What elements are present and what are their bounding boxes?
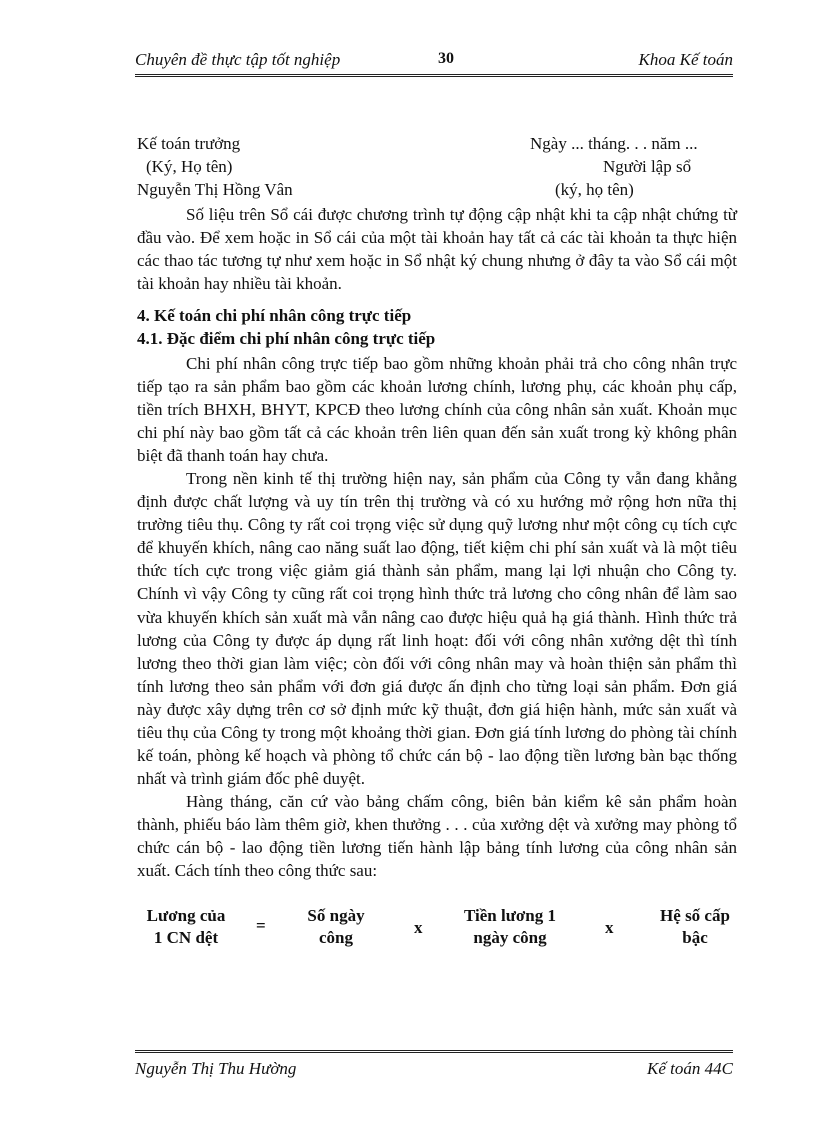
page-number: 30 xyxy=(438,50,454,67)
paragraph-ledger: Số liệu trên Sổ cái được chương trình tự động cập nhật khi ta cập nhật chứng từ đầu vào. Để xem hoặc in Sổ cái của một tài khoản hay tất cả các tài khoản ta thực hiện các thao tác tương tự như xem hoặc in Sổ nhật ký chung nhưng ở đây ta vào Sổ cái một tài khoản hay nhiều tài khoản. xyxy=(137,205,737,294)
formula-term-daily-wage-line2: ngày công xyxy=(473,928,547,947)
formula-term-coefficient xyxy=(640,905,750,949)
subsection-heading: 4.1. Đặc điểm chi phí nhân công trực tiếp xyxy=(137,329,436,348)
chief-accountant-name: Nguyễn Thị Hồng Vân xyxy=(137,180,293,199)
section-heading: 4. Kế toán chi phí nhân công trực tiếp xyxy=(137,306,412,325)
formula-term-days xyxy=(288,905,384,949)
formula-times-1: x xyxy=(414,918,423,937)
preparer-note: (ký, họ tên) xyxy=(555,180,634,199)
paragraph-monthly: Hàng tháng, căn cứ vào bảng chấm công, biên bản kiểm kê sản phẩm hoàn thành, phiếu báo làm thêm giờ, khen thưởng . . . của xưởng dệt và xưởng may phòng tổ chức cán bộ - lao động tiền lương tiến hành lập bảng tính lương của công nhân sản xuất. Cách tính theo công thức sau: xyxy=(137,792,737,881)
formula-term-days-line1: Số ngày xyxy=(307,906,365,925)
formula-term-days-line2: công xyxy=(319,928,353,947)
page-header xyxy=(135,48,733,77)
formula-term-salary xyxy=(128,905,244,949)
formula-equals: = xyxy=(256,916,266,935)
paragraph-market: Trong nền kinh tế thị trường hiện nay, sản phẩm của Công ty vẫn đang khẳng định được chất lượng và uy tín trên thị trường và có xu hướng mở rộng hơn nữa thị trường tiêu thụ. Công ty rất coi trọng việc sử dụng quỹ lương như một công cụ tích cực để khuyến khích, nâng cao năng suất lao động, tiết kiệm chi phí sản xuất và là một tiêu thức tích cực trong việc giảm giá thành sản phẩm, mang lại lợi nhuận cho Công ty. Chính vì vậy Công ty cũng rất coi trọng hình thức trả lương cho công nhân để làm sao vừa khuyến khích sản xuất mà vẫn nâng cao được hiệu quả hạ giá thành. Hình thức trả lương của Công ty được áp dụng rất linh hoạt: đối với công nhân xưởng dệt thì tính lương theo thời gian làm việc; còn đối với công nhân may và hoàn thiện sản phẩm thì tính lương theo sản phẩm với đơn giá được ấn định cho từng loại sản phẩm. Đơn giá này được xây dựng trên cơ sở định mức kỹ thuật, đơn giá hiện hành, mức sản xuất và tiêu thụ của Công ty trong một khoảng thời gian. Đơn giá tính lương do phòng tài chính kế toán, phòng kế hoạch và phòng tổ chức cán bộ - lao động tiền lương bàn bạc thống nhất và trình giám đốc phê duyệt. xyxy=(137,469,737,789)
paragraph-labor-cost: Chi phí nhân công trực tiếp bao gồm những khoản phải trả cho công nhân trực tiếp tạo ra sản phẩm bao gồm các khoản lương chính, lương phụ, các khoản phụ cấp, tiền trích BHXH, BHYT, KPCĐ theo lương chính của công nhân sản xuất. Khoản mục chi phí này bao gồm tất cả các khoản trên liên quan đến sản xuất trong kỳ không phân biệt đã thanh toán hay chưa. xyxy=(137,354,737,466)
formula-term-salary-line2: 1 CN dệt xyxy=(153,928,219,947)
chief-accountant-title: Kế toán trưởng xyxy=(137,134,241,153)
date-line: Ngày ... tháng. . . năm ... xyxy=(530,134,698,153)
page-footer xyxy=(135,1050,733,1083)
formula-term-coefficient-line2: bậc xyxy=(682,928,708,947)
footer-author: Nguyễn Thị Thu Hường xyxy=(135,1059,297,1078)
header-department: Khoa Kế toán xyxy=(638,50,733,69)
chief-accountant-note: (Ký, Họ tên) xyxy=(146,157,233,176)
formula-term-daily-wage-line1: Tiền lương 1 xyxy=(463,906,557,925)
header-title: Chuyên đề thực tập tốt nghiệp xyxy=(135,50,341,69)
formula-term-salary-line1: Lương của xyxy=(146,906,226,925)
formula-times-2: x xyxy=(605,918,614,937)
preparer-title: Người lập sổ xyxy=(603,157,692,176)
formula-term-daily-wage xyxy=(446,905,574,949)
footer-class: Kế toán 44C xyxy=(647,1059,733,1078)
formula-term-coefficient-line1: Hệ số cấp xyxy=(660,906,730,925)
